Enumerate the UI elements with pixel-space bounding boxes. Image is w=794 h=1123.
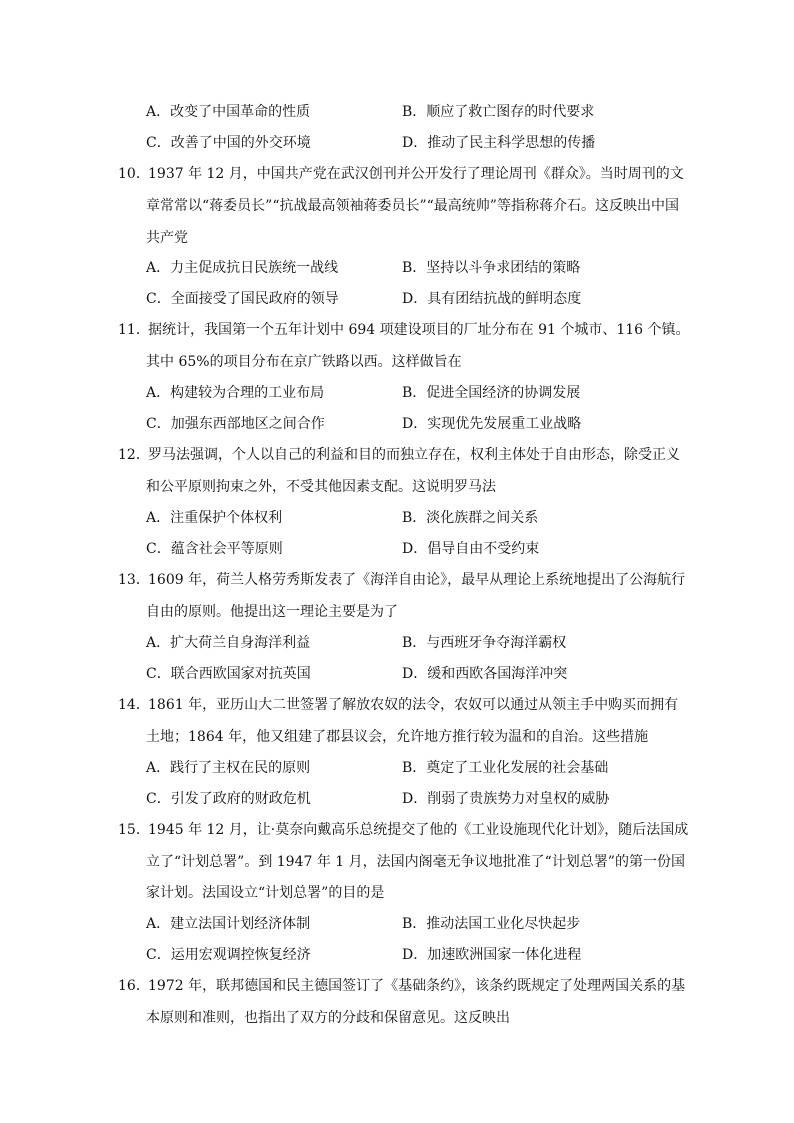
- q15-text-line: 1945 年 12 月，让·莫奈向戴高乐总统提交了他的《工业设施现代化计划》，随后法国成: [148, 822, 689, 838]
- q11-option-b[interactable]: B．促进全国经济的协调发展: [402, 385, 581, 401]
- q14-text-line: 土地；1864 年，他又组建了郡县议会，允许地方推行较为温和的自治。这些措施: [146, 729, 649, 745]
- q11-option-d[interactable]: D．实现优先发展重工业战略: [402, 416, 582, 432]
- q13-text-line: 1609 年，荷兰人格劳秀斯发表了《海洋自由论》，最早从理论上系统地提出了公海航行: [148, 572, 686, 588]
- q13-option-a[interactable]: A．扩大荷兰自身海洋利益: [146, 635, 311, 651]
- q15-option-a[interactable]: A．建立法国计划经济体制: [146, 916, 311, 932]
- q14-option-a[interactable]: A．践行了主权在民的原则: [146, 760, 311, 776]
- q13-option-b[interactable]: B．与西班牙争夺海洋霸权: [402, 635, 567, 651]
- q12-option-b[interactable]: B．淡化族群之间关系: [402, 510, 539, 526]
- q9-option-b[interactable]: B．顺应了救亡图存的时代要求: [402, 104, 595, 120]
- q11-option-c[interactable]: C．加强东西部地区之间合作: [146, 416, 325, 432]
- q10-text-line: 章常常以“蒋委员长”“抗战最高领袖蒋委员长”“最高统帅”等指称蒋介石。这反映出中国: [146, 198, 679, 214]
- q11-number: 11．: [118, 322, 150, 338]
- q16-text-line: 本原则和准则，也指出了双方的分歧和保留意见。这反映出: [146, 1010, 510, 1026]
- q12-option-d[interactable]: D．倡导自由不受约束: [402, 541, 540, 557]
- q14-option-d[interactable]: D．削弱了贵族势力对皇权的威胁: [402, 791, 610, 807]
- q9-option-c[interactable]: C．改善了中国的外交环境: [146, 135, 311, 151]
- q14-text-line: 1861 年，亚历山大二世签署了解放农奴的法令，农奴可以通过从领主手中购买而拥有: [148, 697, 679, 713]
- q9-option-d[interactable]: D．推动了民主科学思想的传播: [402, 135, 596, 151]
- q12-option-a[interactable]: A．注重保护个体权利: [146, 510, 283, 526]
- q10-option-a[interactable]: A．力主促成抗日民族统一战线: [146, 260, 339, 276]
- q12-text-line: 罗马法强调，个人以自己的利益和目的而独立存在，权利主体处于自由形态，除受正义: [148, 447, 680, 463]
- q13-option-c[interactable]: C．联合西欧国家对抗英国: [146, 666, 311, 682]
- q13-text-line: 自由的原则。他提出这一理论主要是为了: [146, 604, 398, 620]
- q10-option-d[interactable]: D．具有团结抗战的鲜明态度: [402, 291, 582, 307]
- q12-text-line: 和公平原则拘束之外，不受其他因素支配。这说明罗马法: [146, 479, 496, 495]
- q11-text-line: 据统计，我国第一个五年计划中 694 项建设项目的厂址分布在 91 个城市、116 个镇。: [148, 322, 690, 338]
- q15-option-c[interactable]: C．运用宏观调控恢复经济: [146, 947, 311, 963]
- q13-option-d[interactable]: D．缓和西欧各国海洋冲突: [402, 666, 568, 682]
- q12-number: 12．: [118, 447, 150, 463]
- q12-option-c[interactable]: C．蕴含社会平等原则: [146, 541, 283, 557]
- q15-text-line: 立了“计划总署”。到 1947 年 1 月，法国内阁毫无争议地批准了“计划总署”的第一份国: [146, 854, 685, 870]
- q9-option-a[interactable]: A．改变了中国革命的性质: [146, 104, 311, 120]
- q14-number: 14．: [118, 697, 150, 713]
- q16-number: 16．: [118, 978, 150, 994]
- q11-option-a[interactable]: A．构建较为合理的工业布局: [146, 385, 325, 401]
- q10-number: 10．: [118, 166, 150, 182]
- q14-option-c[interactable]: C．引发了政府的财政危机: [146, 791, 311, 807]
- q13-number: 13．: [118, 572, 150, 588]
- q10-option-c[interactable]: C．全面接受了国民政府的领导: [146, 291, 339, 307]
- q15-option-d[interactable]: D．加速欧洲国家一体化进程: [402, 947, 582, 963]
- q15-option-b[interactable]: B．推动法国工业化尽快起步: [402, 916, 581, 932]
- q15-number: 15．: [118, 822, 150, 838]
- q10-text-line: 共产党: [146, 230, 188, 246]
- q11-text-line: 其中 65%的项目分布在京广铁路以西。这样做旨在: [146, 354, 462, 370]
- q15-text-line: 家计划。法国设立“计划总署”的目的是: [146, 885, 385, 901]
- q10-option-b[interactable]: B．坚持以斗争求团结的策略: [402, 260, 581, 276]
- q10-text-line: 1937 年 12 月，中国共产党在武汉创刊并公开发行了理论周刊《群众》。当时周刊的文: [148, 166, 684, 182]
- q16-text-line: 1972 年，联邦德国和民主德国签订了《基础条约》，该条约既规定了处理两国关系的基: [148, 978, 686, 994]
- q14-option-b[interactable]: B．奠定了工业化发展的社会基础: [402, 760, 609, 776]
